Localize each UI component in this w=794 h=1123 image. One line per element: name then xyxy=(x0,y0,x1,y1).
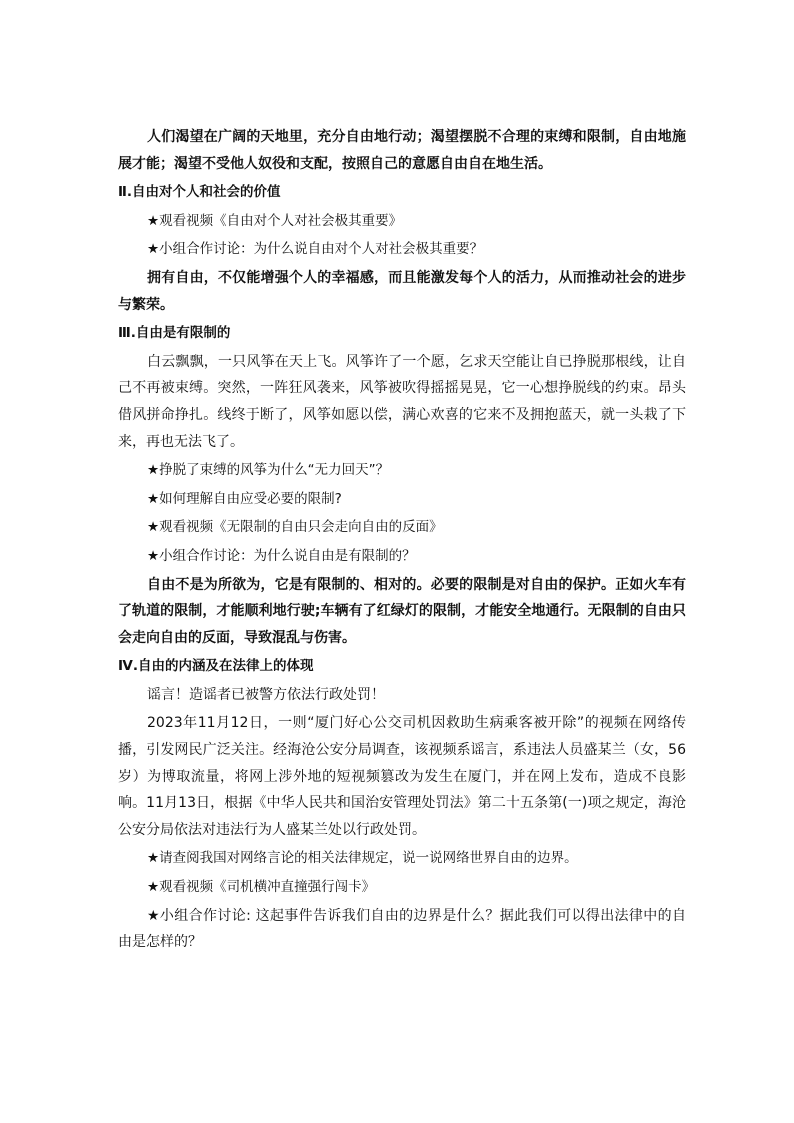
section-heading-2: Ⅱ.自由对个人和社会的价值 xyxy=(118,184,281,201)
task-watch-video-2: ★观看视频《无限制的自由只会走向自由的反面》 xyxy=(147,519,443,536)
document-body xyxy=(118,124,686,958)
task-watch-video-1: ★观看视频《自由对个人对社会极其重要》 xyxy=(147,212,403,229)
paragraph-kite-story: 白云飘飘，一只风筝在天上飞。风筝许了一个愿，乞求天空能让自已挣脱那根线，让自己不再被束缚。突然，一阵狂风袭来，风筝被吹得摇摇晃晃，它一心想挣脱线的约束。昂头借风拼命挣扎。线终于断了，风筝如愿以偿，满心欢喜的它来不及拥抱蓝天，就一头栽了下来，再也无法飞了。 xyxy=(118,353,686,450)
task-watch-video-3: ★观看视频《司机横冲直撞强行闯卡》 xyxy=(147,879,376,896)
task-group-discussion-2: ★小组合作讨论：为什么说自由是有限制的？ xyxy=(147,547,416,564)
task-internet-law: ★请查阅我国对网络言论的相关法律规定，说一说网络世界自由的边界。 xyxy=(147,850,578,867)
section-heading-3: Ⅲ.自由是有限制的 xyxy=(118,325,231,342)
section-heading-4: Ⅳ.自由的内涵及在法律上的体现 xyxy=(118,658,314,675)
paragraph-desire-for-freedom: 人们渴望在广阔的天地里，充分自由地行动；渴望摆脱不合理的束缚和限制，自由地施展才能；渴望不受他人奴役和支配，按照自己的意愿自由自在地生活。 xyxy=(118,129,686,172)
paragraph-rumor-title: 谣言！造谣者已被警方依法行政处罚！ xyxy=(147,686,385,703)
task-understand-limits: ★如何理解自由应受必要的限制? xyxy=(147,490,342,507)
task-kite-question: ★挣脱了束缚的风筝为什么“无力回天”？ xyxy=(147,462,390,479)
task-group-discussion-1: ★小组合作讨论：为什么说自由对个人对社会极其重要？ xyxy=(147,241,484,258)
paragraph-value-of-freedom: 拥有自由，不仅能增强个人的幸福感，而且能激发每个人的活力，从而推动社会的进步与繁荣。 xyxy=(118,269,686,313)
paragraph-rumor-case: 2023年11月12日，一则“厦门好心公交司机因救助生病乘客被开除”的视频在网络传播，引发网民广泛关注。经海沧公安分局调查，该视频系谣言，系违法人员盛某兰（女，56岁）为博取流量，将网上涉外地的短视频篡改为发生在厦门，并在网上发布，造成不良影响。11月13日，根据《中华人民共和国治安管理处罚法》第二十五条第(一)项之规定，海沧公安分局依法对违法行为人盛某兰处以行政处罚。 xyxy=(118,715,686,838)
paragraph-freedom-is-limited: 自由不是为所欲为，它是有限制的、相对的。必要的限制是对自由的保护。正如火车有了轨道的限制，才能顺利地行驶;车辆有了红绿灯的限制，才能安全地通行。无限制的自由只会走向自由的反面，导致混乱与伤害。 xyxy=(118,576,686,646)
task-group-discussion-3: ★小组合作讨论: 这起事件告诉我们自由的边界是什么？据此我们可以得出法律中的自由是怎样的？ xyxy=(118,907,686,951)
